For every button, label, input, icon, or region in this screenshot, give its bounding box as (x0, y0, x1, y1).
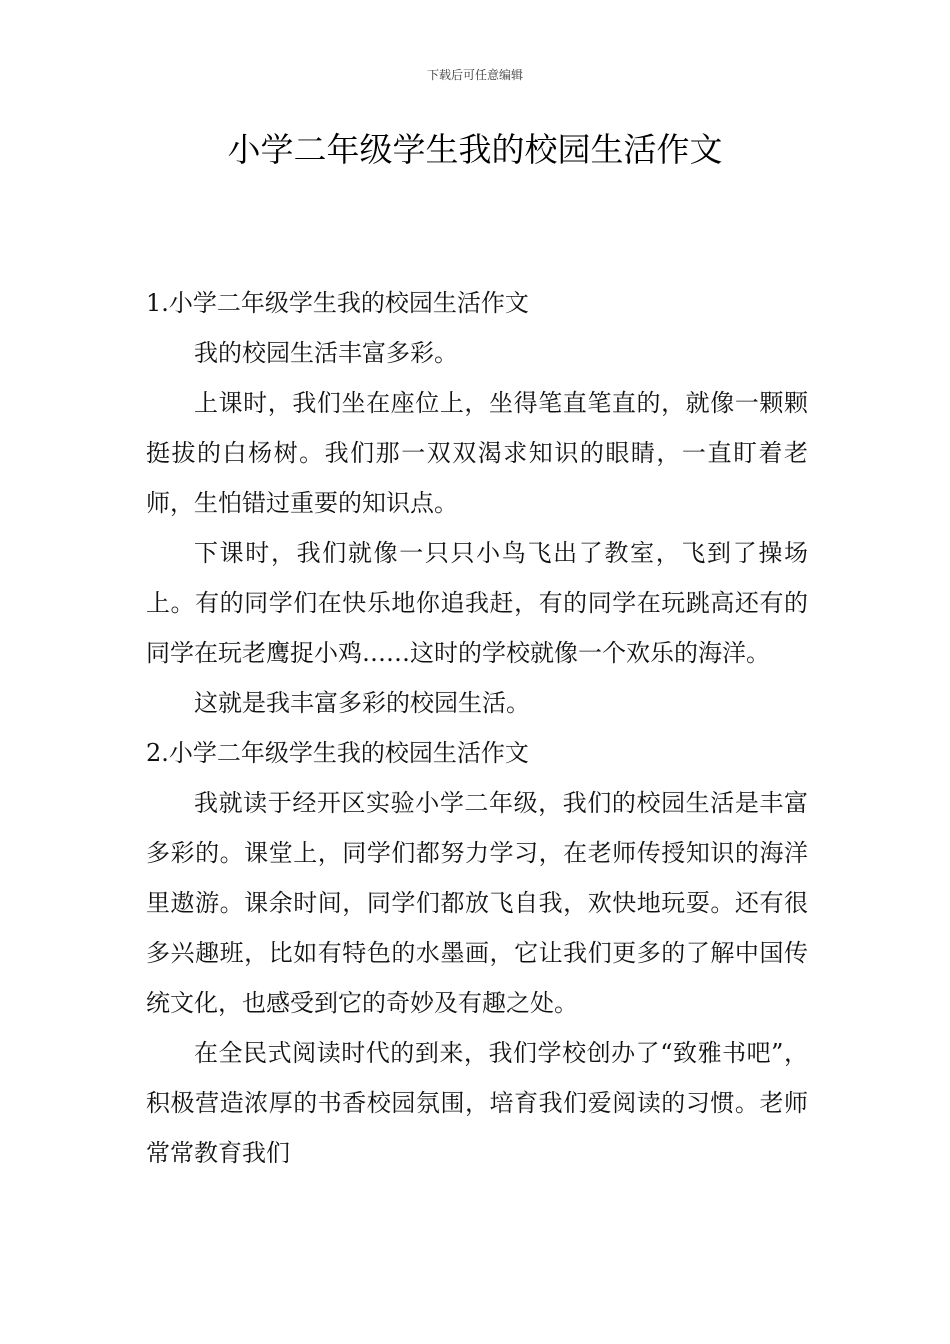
section-heading-2: 2.小学二年级学生我的校园生活作文 (146, 739, 529, 767)
paragraph: 我就读于经开区实验小学二年级，我们的校园生活是丰富多彩的。课堂上，同学们都努力学习，在老师传授知识的海洋里遨游。课余时间，同学们都放飞自我，欢快地玩耍。还有很多兴趣班，比如有特色的水墨画，它让我们更多的了解中国传统文化，也感受到它的奇妙及有趣之处。 (146, 789, 808, 1017)
document-title: 小学二年级学生我的校园生活作文 (227, 130, 723, 169)
header-note: 下载后可任意编辑 (426, 68, 523, 82)
document-body (146, 278, 808, 1178)
section-heading-1: 1.小学二年级学生我的校园生活作文 (146, 289, 529, 317)
paragraph: 这就是我丰富多彩的校园生活。 (194, 689, 530, 717)
paragraph: 我的校园生活丰富多彩。 (194, 339, 458, 367)
paragraph: 下课时，我们就像一只只小鸟飞出了教室，飞到了操场上。有的同学们在快乐地你追我赶，有的同学在玩跳高还有的同学在玩老鹰捉小鸡……这时的学校就像一个欢乐的海洋。 (146, 539, 808, 667)
paragraph: 上课时，我们坐在座位上，坐得笔直笔直的，就像一颗颗挺拔的白杨树。我们那一双双渴求知识的眼睛，一直盯着老师，生怕错过重要的知识点。 (146, 389, 808, 517)
paragraph: 在全民式阅读时代的到来，我们学校创办了“致雅书吧”，积极营造浓厚的书香校园氛围，培育我们爱阅读的习惯。老师常常教育我们 (146, 1039, 808, 1167)
